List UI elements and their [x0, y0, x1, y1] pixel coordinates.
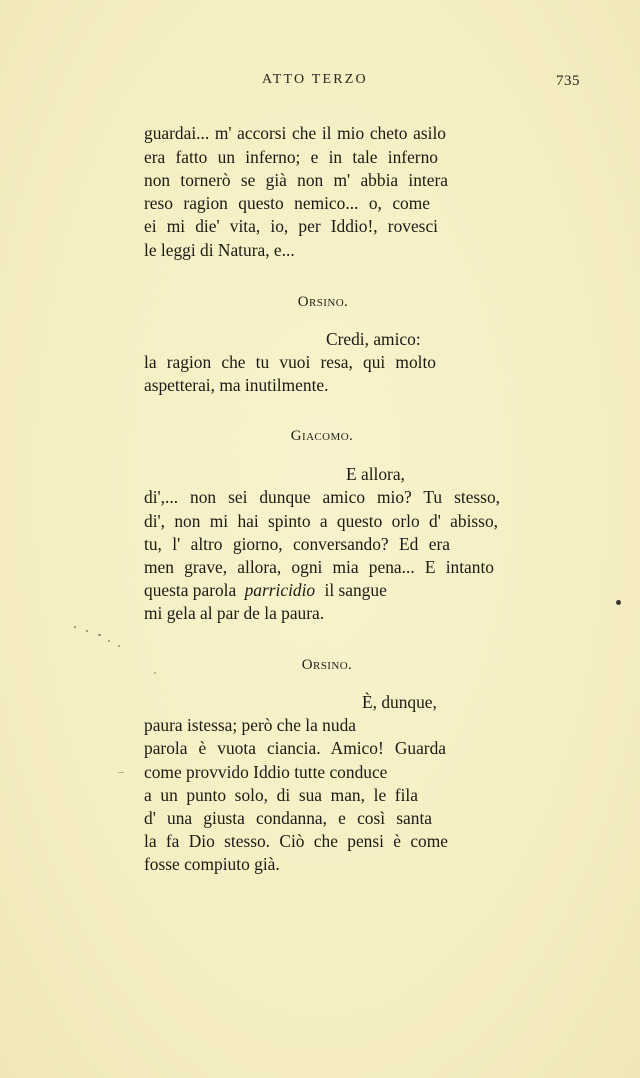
ink-speck [154, 672, 156, 674]
verse-line-mixed [144, 579, 387, 601]
verse-line: E allora, [346, 464, 405, 484]
verse-line: come provvido Iddio tutte conduce [144, 762, 388, 782]
ink-speck [616, 600, 621, 605]
verse-text: il sangue [324, 580, 387, 600]
verse-line: era fatto un inferno; e in tale inferno [144, 147, 438, 167]
verse-line: reso ragion questo nemico... o, come [144, 193, 430, 213]
verse-line: ei mi die' vita, io, per Iddio!, rovesci [144, 216, 438, 236]
verse-line: la ragion che tu vuoi resa, qui molto [144, 352, 436, 372]
italic-word: parricidio [244, 580, 316, 600]
ink-speck [108, 640, 110, 642]
verse-line: le leggi di Natura, e... [144, 240, 295, 260]
verse-line: men grave, allora, ogni mia pena... E intanto [144, 557, 494, 577]
verse-line: paura istessa; però che la nuda [144, 715, 356, 735]
running-head [0, 72, 640, 94]
verse-line: fosse compiuto già. [144, 854, 280, 874]
ink-speck [86, 630, 88, 632]
speaker-name: Orsino. [297, 294, 349, 310]
page-number: 735 [556, 73, 580, 89]
verse-line: È, dunque, [362, 692, 437, 712]
ink-speck [74, 626, 76, 628]
ink-speck [118, 645, 120, 647]
verse-line: di',... non sei dunque amico mio? Tu stesso, [144, 487, 500, 507]
verse-line: parola è vuota ciancia. Amico! Guarda [144, 738, 446, 758]
ink-speck [98, 634, 101, 636]
verse-line: di', non mi hai spinto a questo orlo d' abisso, [144, 511, 498, 531]
verse-line: guardai... m' accorsi che il mio cheto asilo [144, 123, 446, 143]
verse-line: a un punto solo, di sua man, le fila [144, 785, 418, 805]
speaker-name: Orsino. [301, 657, 353, 673]
verse-line: Credi, amico: [326, 329, 421, 349]
verse-text: questa parola [144, 580, 237, 600]
ink-speck [118, 772, 124, 773]
verse-line: aspetterai, ma inutilmente. [144, 375, 329, 395]
verse-line: mi gela al par de la paura. [144, 603, 325, 623]
verse-line: non tornerò se già non m' abbia intera [144, 170, 448, 190]
speaker-name: Giacomo. [290, 428, 354, 444]
running-title: ATTO TERZO [262, 72, 368, 87]
verse-line: la fa Dio stesso. Ciò che pensi è come [144, 831, 448, 851]
verse-line: d' una giusta condanna, e così santa [144, 808, 432, 828]
verse-line: tu, l' altro giorno, conversando? Ed era [144, 534, 450, 554]
